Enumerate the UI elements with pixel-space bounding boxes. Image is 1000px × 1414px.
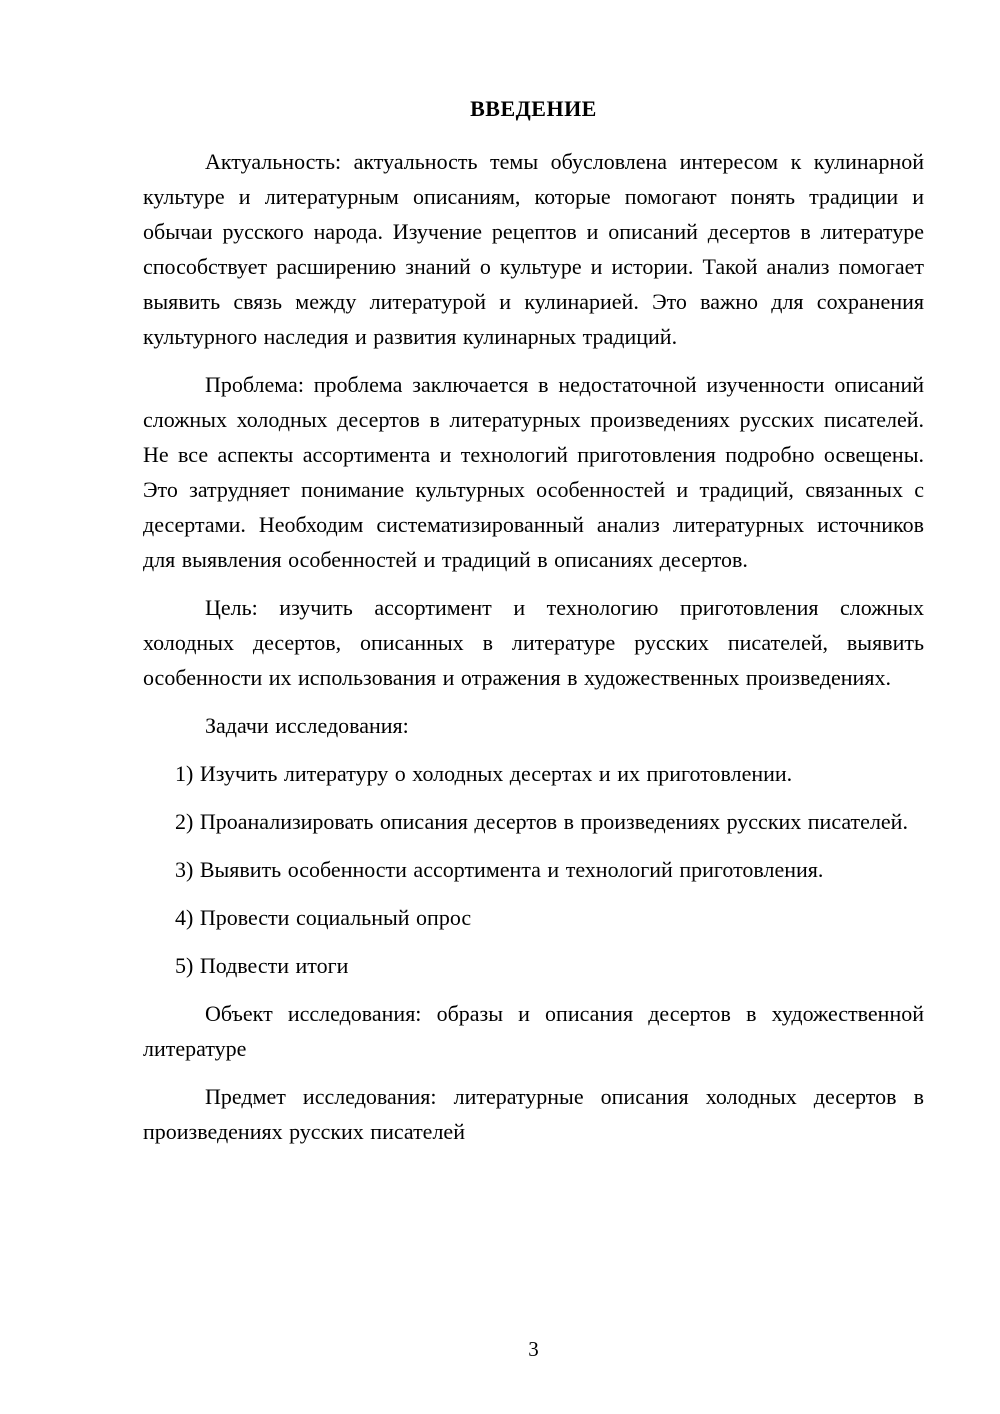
paragraph-subject: Предмет исследования: литературные описания холодных десертов в произведениях русских писателей [143,1084,924,1144]
task-item-1: 1) Изучить литературу о холодных десертах и их приготовлении. [175,761,793,786]
document-title: ВВЕДЕНИЕ [470,96,597,121]
task-item-4: 4) Провести социальный опрос [175,905,472,930]
paragraph-relevance: Актуальность: актуальность темы обусловлена интересом к кулинарной культуре и литературным описаниям, которые помогают понять традиции и обычаи русского народа. Изучение рецептов и описаний десертов в литературе способствует расширению знаний о культуре и истории. Такой анализ помогает выявить связь между литературой и кулинарией. Это важно для сохранения культурного наследия и развития кулинарных традиций. [143,149,924,349]
paragraph-goal: Цель: изучить ассортимент и технологию приготовления сложных холодных десертов, описанных в литературе русских писателей, выявить особенности их использования и отражения в художественных произведениях. [143,595,924,690]
page-number: 3 [528,1337,539,1361]
tasks-heading: Задачи исследования: [205,713,409,738]
paragraph-object: Объект исследования: образы и описания десертов в художественной литературе [143,1001,924,1061]
task-item-5: 5) Подвести итоги [175,953,349,978]
paragraph-problem: Проблема: проблема заключается в недостаточной изученности описаний сложных холодных десертов в литературных произведениях русских писателей. Не все аспекты ассортимента и технологий приготовления подробно освещены. Это затрудняет понимание культурных особенностей и традиций, связанных с десертами. Необходим систематизированный анализ литературных источников для выявления особенностей и традиций в описаниях десертов. [143,372,924,572]
task-item-3: 3) Выявить особенности ассортимента и технологий приготовления. [175,857,824,882]
task-item-2: 2) Проанализировать описания десертов в произведениях русских писателей. [175,809,908,834]
